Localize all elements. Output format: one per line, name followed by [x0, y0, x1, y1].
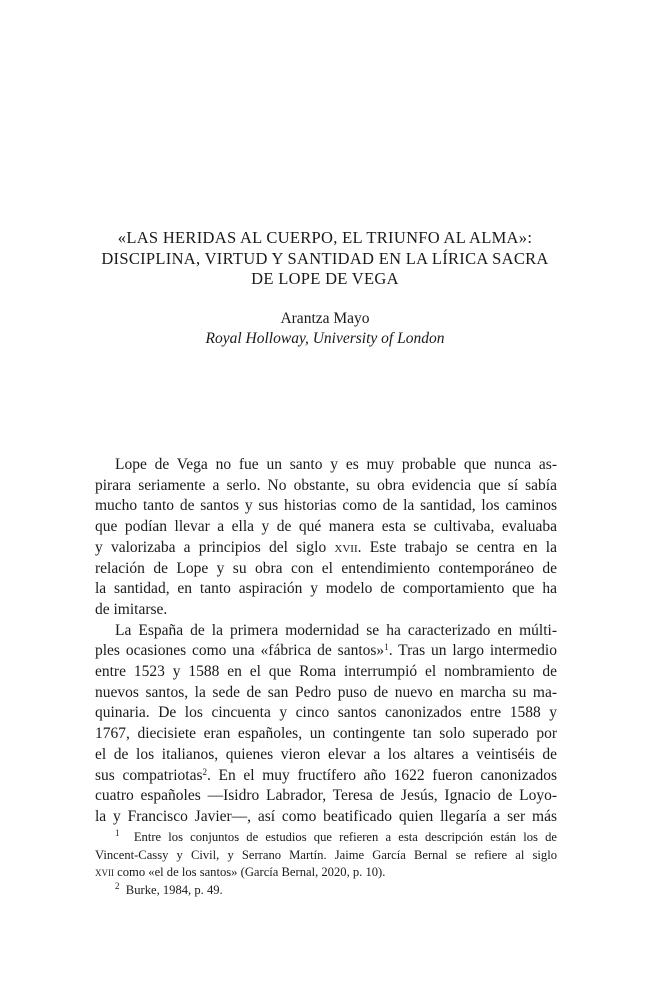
text-fragment: Burke, 1984, p. 49. [125, 882, 223, 897]
text-line: quinaria. De los cincuenta y cinco santos canonizados entre 1588 y [95, 704, 557, 722]
text-line: mucho tanto de santos y sus historias como de la santidad, los caminos [95, 497, 557, 515]
text-line: que podían llevar a ella y de qué manera esta se cultivaba, evaluaba [95, 518, 557, 536]
text-fragment: Entre los conjuntos de estudios que refieren a esta descripción están los de [133, 830, 557, 844]
text-line: la santidad, en tanto aspiración y modelo de comportamiento que ha [95, 580, 557, 598]
text-line [95, 766, 557, 787]
text-line: nuevos santos, la sede de san Pedro puso de nuevo en marcha su ma- [95, 683, 557, 701]
text-line [95, 641, 557, 662]
text-fragment: ples ocasiones como una «fábrica de santos» [95, 642, 385, 660]
footnote-line [95, 864, 557, 882]
footnotes [95, 829, 557, 899]
footnote-ref-1[interactable]: 1 [384, 642, 389, 653]
title-line-2: DISCIPLINA, VIRTUD Y SANTIDAD EN LA LÍRICA SACRA [101, 248, 549, 268]
text-line: el de los italianos, quienes vieron elevar a los altares a veintiséis de [95, 745, 557, 763]
century-small-caps: xvii [334, 538, 358, 556]
footnote-line [95, 829, 557, 847]
title-line-1: «LAS HERIDAS AL CUERPO, EL TRIUNFO AL ALMA»: [117, 228, 533, 247]
footnote-1 [95, 829, 557, 882]
text-line: entre 1523 y 1588 en el que Roma interrumpió el nombramiento de [95, 663, 557, 681]
footnote-line [95, 882, 557, 900]
author-affiliation: Royal Holloway, University of London [205, 330, 445, 347]
text-fragment: . Tras un largo intermedio [388, 642, 557, 660]
text-line: 1767, diecisiete eran españoles, un contingente tan solo superado por [95, 725, 557, 743]
paragraph-2 [95, 621, 557, 828]
author-name: Arantza Mayo [280, 310, 370, 327]
text-line: de imitarse. [95, 600, 168, 618]
paragraph-1 [95, 455, 557, 621]
article-title [80, 228, 570, 290]
text-line: Lope de Vega no fue un santo y es muy probable que nunca as- [115, 456, 557, 473]
footnote-number: 2 [115, 880, 120, 891]
century-small-caps: xvii [95, 865, 114, 880]
text-line: pirara seriamente a serlo. No obstante, su obra evidencia que sí sabía [95, 476, 557, 494]
text-fragment: sus compatriotas [95, 766, 203, 784]
footnote-2 [95, 882, 557, 900]
footnote-number: 1 [115, 828, 120, 838]
text-line: La España de la primera modernidad se ha caracterizado en múlti- [115, 621, 557, 639]
text-fragment: . Este trabajo se centra en la [357, 538, 557, 556]
text-fragment: como «el de los santos» (García Bernal, 2020, p. 10). [114, 865, 386, 880]
text-line [95, 538, 557, 559]
title-line-3: DE LOPE DE VEGA [251, 269, 399, 288]
footnote-line: Vincent-Cassy y Civil, y Serrano Martín. Jaime García Bernal se refiere al siglo [95, 847, 557, 862]
body-text [95, 455, 557, 828]
footnote-ref-2[interactable]: 2 [202, 766, 208, 777]
text-line: cuatro españoles —Isidro Labrador, Teresa de Jesús, Ignacio de Loyo- [95, 787, 557, 805]
text-line: la y Francisco Javier—, así como beatificado quien llegaría a ser más [95, 807, 557, 825]
text-fragment: . En el muy fructífero año 1622 fueron canonizados [207, 766, 558, 784]
text-fragment: y valorizaba a principios del siglo [95, 538, 335, 556]
text-line: relación de Lope y su obra con el entendimiento contemporáneo de [95, 559, 557, 577]
